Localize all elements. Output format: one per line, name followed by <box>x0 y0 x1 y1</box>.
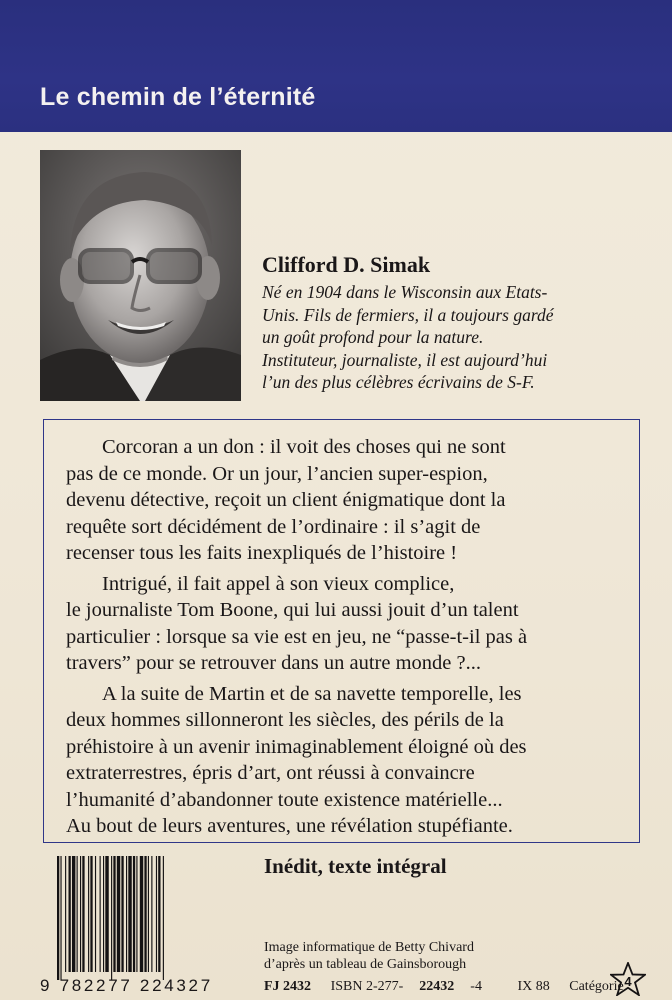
blurb-line: extraterrestres, épris d’art, ont réussi à convaincre <box>66 762 475 784</box>
barcode-bar <box>144 856 146 972</box>
author-portrait-image <box>40 150 241 401</box>
blurb-line: recenser tous les faits inexpliqués de l’histoire ! <box>66 542 458 564</box>
author-name: Clifford D. Simak <box>262 252 431 277</box>
barcode-bar <box>133 856 135 972</box>
barcode-bar <box>72 856 75 972</box>
barcode-bar <box>60 856 61 980</box>
barcode-bar <box>148 856 149 972</box>
blurb-line: pas de ce monde. Or un jour, l’ancien super-espion, <box>66 462 488 485</box>
fj-code: FJ 2432 <box>264 979 312 994</box>
isbn <box>331 979 498 994</box>
credit-line: d’après un tableau de Gainsborough <box>264 957 467 972</box>
blurb-line: l’humanité d’abandonner toute existence matérielle... <box>66 788 503 811</box>
barcode-bar <box>88 856 89 972</box>
blurb-line: devenu détective, reçoit un client énigmatique dont la <box>66 489 506 511</box>
bio-line: un goût profond pour la nature. <box>262 327 484 347</box>
blurb-line: préhistoire à un avenir inimaginablement éloigné où des <box>66 735 527 758</box>
barcode-bar <box>156 856 157 972</box>
blurb-line: particulier : lorsque sa vie est en jeu, ne “passe-t-il pas à <box>66 625 528 648</box>
blurb-line: deux hommes sillonneront les siècles, des périls de la <box>66 709 504 731</box>
barcode-bar <box>80 856 81 972</box>
blurb-text <box>66 434 641 840</box>
barcode-bar <box>151 856 152 972</box>
author-bio <box>262 281 652 394</box>
bio-line: Instituteur, journaliste, il est aujourd’hui <box>262 349 548 370</box>
category-label: Catégorie <box>569 979 624 994</box>
blurb-line: A la suite de Martin et de sa navette temporelle, les <box>102 682 522 705</box>
barcode-bar <box>140 856 143 972</box>
category-number: 4 <box>624 974 632 989</box>
blurb-line: Corcoran a un don : il voit des choses qui ne sont <box>102 436 506 458</box>
barcode-bar <box>158 856 160 972</box>
barcode-digits: 9 782277 224327 <box>40 976 213 995</box>
barcode-bar <box>163 856 164 980</box>
blurb-line: requête sort décidément de l’ordinaire : il s’agit de <box>66 515 481 538</box>
blurb-line: travers” pour se retrouver dans un autre monde ?... <box>66 652 481 674</box>
header-band <box>0 0 672 132</box>
ix-code: IX 88 <box>517 979 550 994</box>
barcode-bar <box>57 856 59 980</box>
category-star-icon <box>610 962 646 996</box>
barcode-bar <box>105 856 108 972</box>
blurb-line: Intrigué, il fait appel à son vieux complice, <box>102 572 455 595</box>
isbn-prefix: ISBN 2-277- <box>330 979 404 994</box>
image-credits <box>264 939 474 973</box>
barcode-bar <box>121 856 123 972</box>
barcode-bar <box>103 856 104 972</box>
blurb-line: Au bout de leurs aventures, une révélation stupéfiante. <box>66 815 513 837</box>
book-title: Le chemin de l’éternité <box>40 83 316 111</box>
bio-line: l’un des plus célèbres écrivains de S-F. <box>262 372 535 392</box>
bio-line: Unis. Fils de fermiers, il a toujours gardé <box>262 304 554 325</box>
barcode-bar <box>77 856 78 972</box>
isbn-suffix: -4 <box>470 979 482 994</box>
edition-note: Inédit, texte intégral <box>264 854 447 878</box>
barcode-bar <box>111 856 112 980</box>
barcode-bar <box>90 856 92 972</box>
barcode-bar <box>69 856 71 972</box>
barcode-bar <box>126 856 127 972</box>
barcode-bar <box>82 856 84 972</box>
barcode-bar <box>136 856 137 972</box>
barcode-bar <box>65 856 66 972</box>
barcode-bar <box>117 856 120 972</box>
barcode <box>55 856 247 980</box>
barcode-bar <box>128 856 131 972</box>
blurb-line: le journaliste Tom Boone, qui lui aussi jouit d’un talent <box>66 599 519 621</box>
isbn-bold: 22432 <box>419 979 455 994</box>
barcode-bar <box>113 856 115 972</box>
catalog-codes <box>264 979 624 995</box>
bio-line: Né en 1904 dans le Wisconsin aux Etats- <box>262 282 548 302</box>
author-photo <box>40 150 241 401</box>
barcode-bar <box>100 856 101 972</box>
barcode-bar <box>95 856 96 972</box>
credit-line: Image informatique de Betty Chivard <box>264 940 474 955</box>
